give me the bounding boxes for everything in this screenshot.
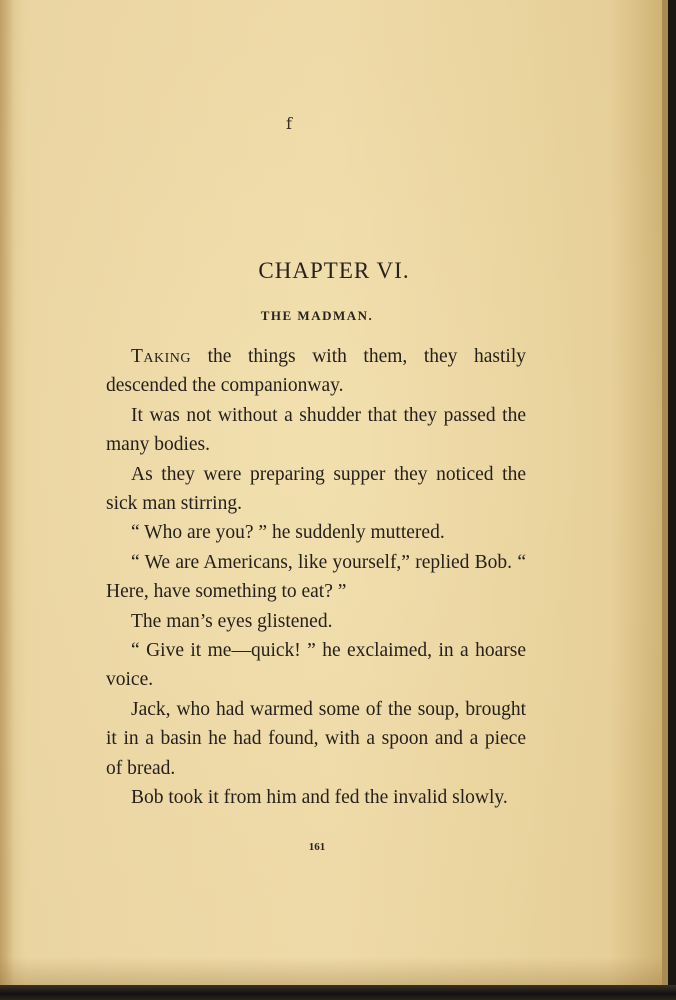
paragraph-text: the things with them, they hastily descended the companionway. bbox=[106, 346, 526, 397]
paragraph: As they were preparing supper they noticed the sick man stirring. bbox=[106, 463, 526, 515]
paragraph: “ We are Americans, like yourself,” replied Bob. “ Here, have something to eat? ” bbox=[106, 551, 526, 603]
paragraph: Bob took it from him and fed the invalid slowly. bbox=[131, 787, 508, 809]
paragraph-lead: Taking bbox=[131, 346, 192, 367]
page-number: 161 bbox=[308, 841, 326, 853]
chapter-title: CHAPTER VI. bbox=[258, 258, 410, 283]
paragraph: The man’s eyes glistened. bbox=[131, 610, 333, 632]
chapter-subtitle: THE MADMAN. bbox=[260, 308, 374, 323]
body-text bbox=[106, 342, 526, 813]
paragraph: “ Give it me—quick! ” he exclaimed, in a hoarse voice. bbox=[106, 640, 526, 691]
page-bottom-edge bbox=[0, 985, 676, 1000]
paragraph bbox=[106, 342, 526, 401]
paragraph: It was not without a shudder that they passed the many bodies. bbox=[106, 404, 526, 456]
paragraph: “ Who are you? ” he suddenly muttered. bbox=[131, 522, 445, 544]
printer-mark: f bbox=[286, 114, 292, 133]
paragraph: Jack, who had warmed some of the soup, brought it in a basin he had found, with a spoon and a piece of bread. bbox=[106, 698, 526, 779]
